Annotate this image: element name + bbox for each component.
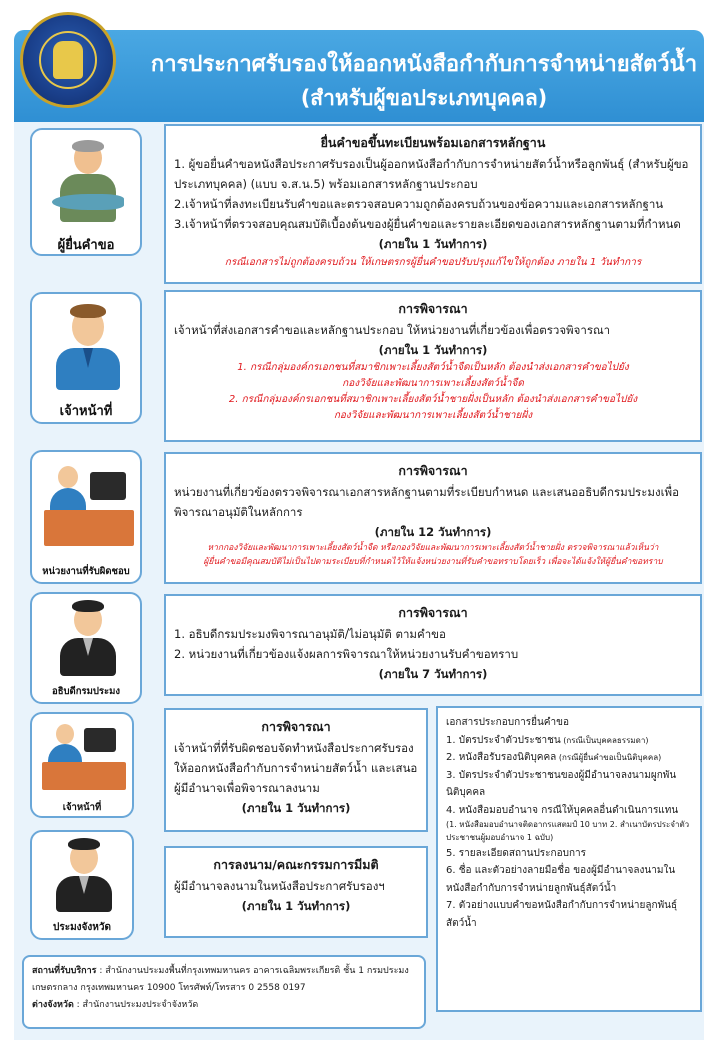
document-item: 7. ตัวอย่างแบบคำขอหนังสือกำกับการจำหน่ายลูกพันธุ์สัตว์น้ำ xyxy=(446,900,678,929)
province-location: ต่างจังหวัด : สำนักงานประมงประจำจังหวัด xyxy=(32,1000,199,1011)
document-item: 4. หนังสือมอบอำนาจ กรณีให้บุคคลอื่นดำเนินการแทน xyxy=(446,804,679,816)
actor-responsible-unit xyxy=(30,450,142,584)
actor-label: ประมงจังหวัด xyxy=(52,922,111,933)
step-line: ผู้มีอำนาจลงนามในหนังสือประกาศรับรองฯ xyxy=(174,878,385,893)
actor-label: หน่วยงานที่รับผิดชอบ xyxy=(42,566,130,577)
department-of-fisheries-seal-icon xyxy=(20,12,116,108)
step-duration: (ภายใน 1 วันทำการ) xyxy=(378,343,488,357)
document-item: 1. บัตรประจำตัวประชาชน (กรณีเป็นบุคคลธรรมดา) xyxy=(446,734,649,746)
actor-label: เจ้าหน้าที่ xyxy=(59,404,113,419)
step-5-box xyxy=(164,708,428,832)
step-title: การลงนาม/คณะกรรมการมีมติ xyxy=(213,857,379,872)
step-2-box xyxy=(164,290,702,442)
actor-provincial-fisheries xyxy=(30,830,134,940)
actor-officer-2 xyxy=(30,712,134,818)
step-note: กรณีเอกสารไม่ถูกต้องครบถ้วน ให้เกษตรกรผู้ยื่นคำขอปรับปรุงแก้ไขให้ถูกต้อง ภายใน 1 วันทำการ xyxy=(224,256,642,268)
document-item: 3. บัตรประจำตัวประชาชนของผู้มีอำนาจลงนามผูกพันนิติบุคคล xyxy=(446,769,677,798)
step-4-box xyxy=(164,594,702,696)
director-general-icon xyxy=(60,600,116,676)
officer-icon xyxy=(54,302,122,390)
page-title: การประกาศรับรองให้ออกหนังสือกำกับการจำหน่ายสัตว์น้ำ xyxy=(150,52,698,77)
step-line: เจ้าหน้าที่ที่รับผิดชอบจัดทำหนังสือประกาศรับรองให้ออกหนังสือกำกับการจำหน่ายสัตว์น้ำ และเสนอผู้มีอำนาจเพื่อพิจารณาลงนาม xyxy=(174,740,418,796)
step-note: 1. กรณีกลุ่มองค์กรเอกชนที่สมาชิกเพาะเลี้ยงสัตว์น้ำจืดเป็นหลัก ต้องนำส่งเอกสารคำขอไปยัง xyxy=(237,362,629,374)
page-subtitle: (สำหรับผู้ขอประเภทบุคคล) xyxy=(300,86,548,110)
officer-at-computer-icon xyxy=(44,464,134,548)
step-note: กองวิจัยและพัฒนาการเพาะเลี้ยงสัตว์น้ำชายฝั่ง xyxy=(333,410,533,422)
step-line: เจ้าหน้าที่ส่งเอกสารคำขอและหลักฐานประกอบ ให้หน่วยงานที่เกี่ยวข้องเพื่อตรวจพิจารณา xyxy=(174,322,611,337)
step-duration: (ภายใน 7 วันทำการ) xyxy=(378,667,488,682)
step-note: ผู้ยื่นคำขอมีคุณสมบัติไม่เป็นไปตามระเบียบที่กำหนดไว้ให้แจ้งหน่วยงานที่รับคำขอทราบโดยเร็ว เพื่อจะได้แจ้งให้ผู้ยื่นคำขอทราบ xyxy=(203,556,663,567)
documents-title: เอกสารประกอบการยื่นคำขอ xyxy=(446,717,569,728)
step-line: หน่วยงานที่เกี่ยวข้องตรวจพิจารณาเอกสารหลักฐานตามที่ระเบียบกำหนด และเสนออธิบดีกรมประมงเพื่อพิจารณาอนุมัติในหลักการ xyxy=(174,484,679,519)
step-note: หากกองวิจัยและพัฒนาการเพาะเลี้ยงสัตว์น้ำจืด หรือกองวิจัยและพัฒนาการเพาะเลี้ยงสัตว์น้ำชายฝั่ง ตรวจพิจารณาแล้วเห็นว่า xyxy=(207,543,659,554)
step-line: 1. อธิบดีกรมประมงพิจารณาอนุมัติ/ไม่อนุมัติ ตามคำขอ xyxy=(174,626,446,641)
service-location: สถานที่รับบริการ : สำนักงานประมงพื้นที่กรุงเทพมหานคร อาคารเฉลิมพระเกียรติ ชั้น 1 กรมประมง เกษตรกลาง กรุงเทพมหานคร 10900 โทรศัพท์/โทรสาร 0 2558 0197 xyxy=(32,966,409,994)
step-title: ยื่นคำขอขึ้นทะเบียนพร้อมเอกสารหลักฐาน xyxy=(320,135,546,150)
document-item: 2. หนังสือรับรองนิติบุคคล (กรณีผู้ยื่นคำขอเป็นนิติบุคคล) xyxy=(446,752,662,763)
step-duration: (ภายใน 1 วันทำการ) xyxy=(241,899,351,913)
step-line: 2.เจ้าหน้าที่ลงทะเบียนรับคำขอและตรวจสอบความถูกต้องครบถ้วนของข้อความและเอกสารหลักฐาน xyxy=(174,197,664,212)
step-6-box xyxy=(164,846,428,938)
actor-officer xyxy=(30,292,142,424)
step-note: กองวิจัยและพัฒนาการเพาะเลี้ยงสัตว์น้ำจืด xyxy=(342,378,524,390)
step-3-box xyxy=(164,452,702,584)
step-duration: (ภายใน 12 วันทำการ) xyxy=(374,525,492,540)
actor-director-general xyxy=(30,592,142,704)
actor-applicant xyxy=(30,128,142,256)
service-location-box xyxy=(22,955,426,1029)
step-line: 2. หน่วยงานที่เกี่ยวข้องแจ้งผลการพิจารณาให้หน่วยงานรับคำขอทราบ xyxy=(174,647,519,661)
step-1-box xyxy=(164,124,702,284)
step-line: 3.เจ้าหน้าที่ตรวจสอบคุณสมบัติเบื้องต้นของผู้ยื่นคำขอและรายละเอียดของเอกสารหลักฐานตามที่กำหนด xyxy=(174,217,681,232)
actor-label: ผู้ยื่นคำขอ xyxy=(57,238,115,253)
step-title: การพิจารณา xyxy=(261,719,331,734)
step-line: 1. ผู้ขอยื่นคำขอหนังสือประกาศรับรองเป็นผู้ออกหนังสือกำกับการจำหน่ายสัตว์น้ำหรือลูกพันธุ์ (สำหรับผู้ขอประเภทบุคคล) (แบบ จ.ส.น.5) พร้อมเอกสารหลักฐานประกอบ xyxy=(174,156,689,191)
step-title: การพิจารณา xyxy=(398,301,468,316)
provincial-fisheries-officer-icon xyxy=(56,838,112,912)
step-duration: (ภายใน 1 วันทำการ) xyxy=(378,237,488,252)
document-item: 5. รายละเอียดสถานประกอบการ xyxy=(446,847,586,859)
fisherman-holding-fish-icon xyxy=(52,138,124,224)
header-banner xyxy=(14,30,704,122)
required-documents-box xyxy=(436,706,702,1012)
document-item: 6. ชื่อ และตัวอย่างลายมือชื่อ ของผู้มีอำนาจลงนามในหนังสือกำกับการจำหน่ายลูกพันธุ์สัตว์น้ำ xyxy=(446,865,676,894)
officer-at-computer-icon xyxy=(42,722,126,792)
actor-label: อธิบดีกรมประมง xyxy=(52,686,120,697)
actor-label: เจ้าหน้าที่ xyxy=(62,802,102,813)
step-title: การพิจารณา xyxy=(398,605,468,620)
step-duration: (ภายใน 1 วันทำการ) xyxy=(241,801,351,816)
document-item-note: (1. หนังสือมอบอำนาจติดอากรแสตมป์ 10 บาท 2. สำเนาบัตรประจำตัวประชาชนผู้มอบอำนาจ 1 ฉบับ) xyxy=(446,820,690,842)
step-note: 2. กรณีกลุ่มองค์กรเอกชนที่สมาชิกเพาะเลี้ยงสัตว์น้ำชายฝั่งเป็นหลัก ต้องนำส่งเอกสารคำขอไปยัง xyxy=(228,394,638,406)
step-title: การพิจารณา xyxy=(398,463,468,478)
